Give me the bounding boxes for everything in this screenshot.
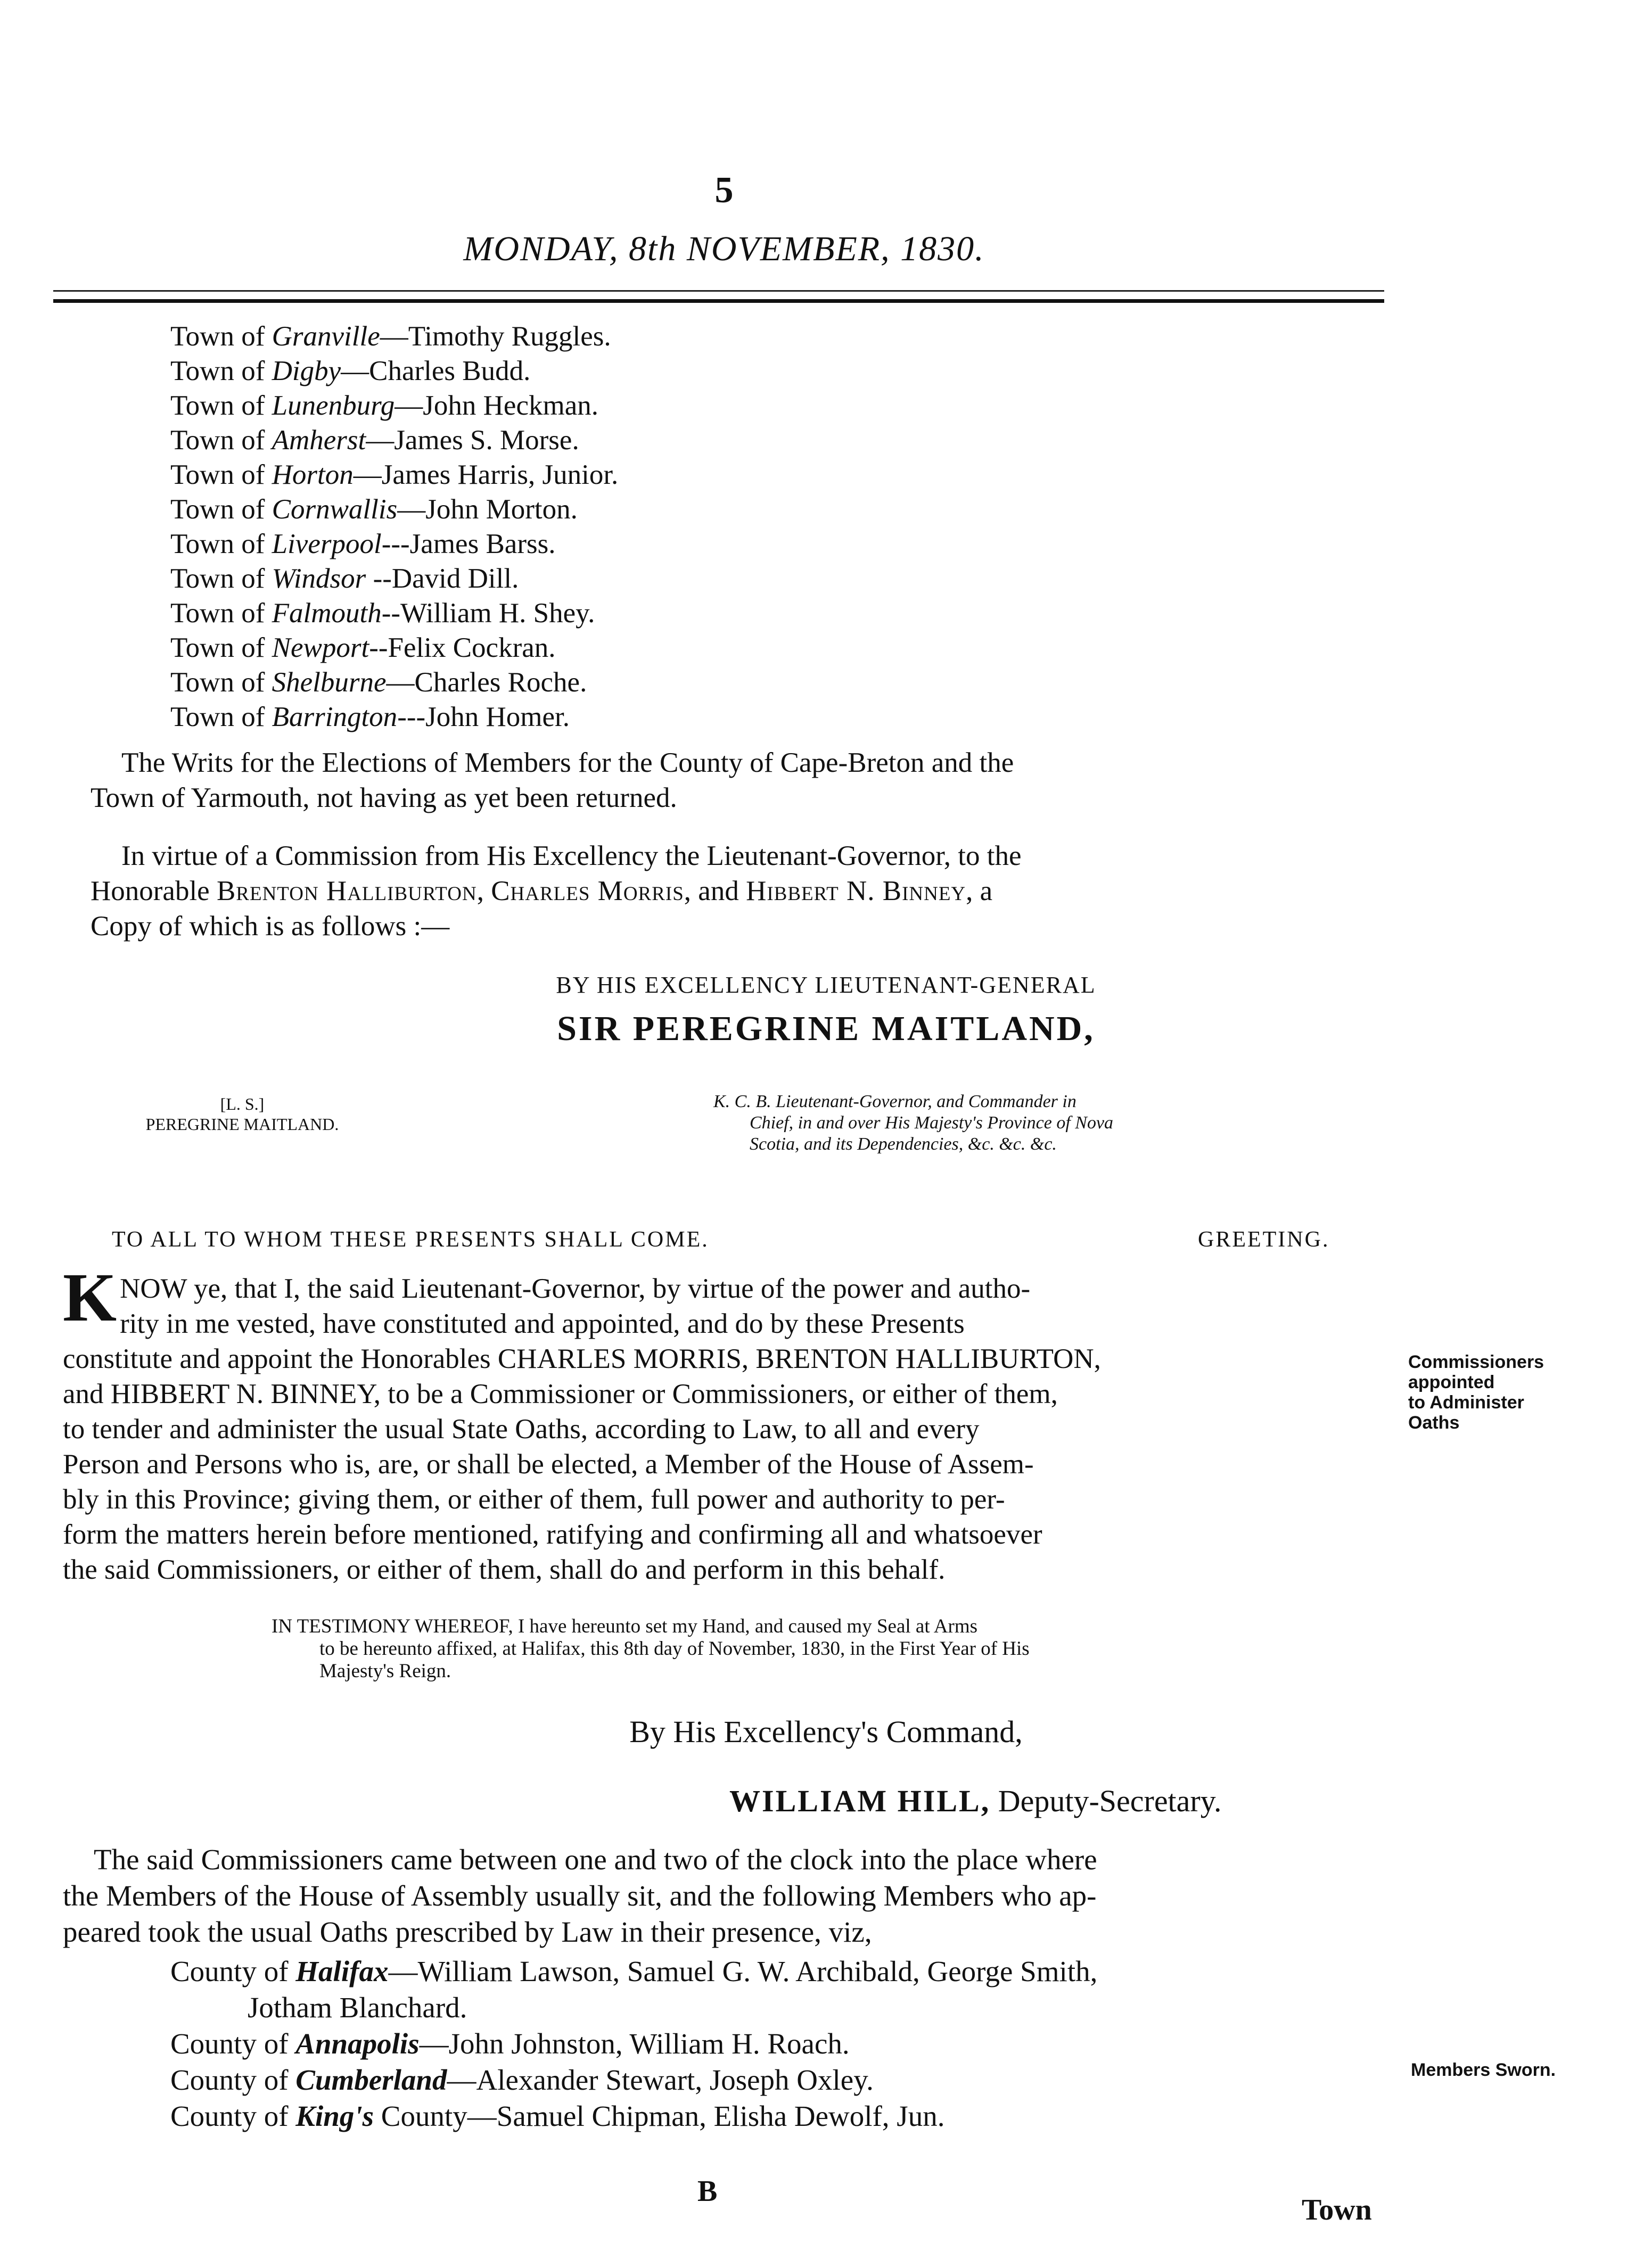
town-row	[170, 389, 618, 423]
testimony-line-1: IN TESTIMONY WHEREOF, I have hereunto set my Hand, and caused my Seal at Arms	[272, 1615, 978, 1637]
town-prefix: Town of	[170, 702, 272, 732]
town-member: Charles Roche.	[414, 667, 587, 698]
town-sep: —	[353, 459, 382, 490]
sworn-paragraph	[63, 1842, 1394, 1950]
county-members: Jotham Blanchard.	[248, 1991, 467, 2024]
testimony-block	[272, 1615, 1416, 1683]
town-row	[170, 665, 618, 700]
know-line-2: rity in me vested, have constituted and appointed, and do by these Presents	[120, 1308, 965, 1339]
seal-ls: [L. S.]	[220, 1094, 265, 1114]
town-name: Cornwallis	[272, 494, 398, 525]
governor-titles	[713, 1091, 1395, 1155]
town-name: Amherst	[272, 425, 366, 456]
know-line-1: NOW ye, that I, the said Lieutenant-Governor, by virtue of the power and autho-	[120, 1273, 1031, 1304]
county-prefix: County of	[170, 2064, 296, 2096]
town-row	[170, 354, 618, 389]
signatory-name: WILLIAM HILL,	[729, 1784, 991, 1818]
commission-paragraph	[91, 838, 1411, 944]
town-member: John Homer.	[425, 702, 570, 732]
county-row	[170, 2098, 1097, 2134]
town-members-list	[170, 319, 618, 735]
line-end: , a	[966, 876, 993, 906]
town-member: John Morton.	[425, 494, 578, 525]
to-all-heading: TO ALL TO WHOM THESE PRESENTS SHALL COME.	[112, 1227, 709, 1252]
know-line-9: the said Commissioners, or either of them, shall do and perform in this behalf.	[63, 1554, 946, 1585]
greeting: GREETING.	[1198, 1227, 1330, 1252]
town-name: Windsor	[272, 563, 366, 594]
sworn-line-3: peared took the usual Oaths prescribed by Law in their presence, viz,	[63, 1916, 872, 1948]
town-prefix: Town of	[170, 425, 272, 456]
county-name: Annapolis	[295, 2027, 420, 2060]
town-member: Felix Cockran.	[388, 632, 556, 663]
town-name: Falmouth	[272, 598, 382, 629]
town-row	[170, 423, 618, 458]
and-sep: , and	[684, 876, 746, 906]
county-sep: County—	[374, 2100, 497, 2132]
county-row	[170, 2062, 1097, 2098]
county-name: King's	[295, 2100, 374, 2132]
county-row	[170, 1953, 1097, 1990]
comma-sep: ,	[476, 876, 491, 906]
titles-line-2: Chief, in and over His Majesty's Province of Nova	[750, 1113, 1114, 1133]
name-morris: Charles Morris	[491, 876, 684, 906]
town-name: Lunenburg	[272, 390, 395, 421]
county-prefix: County of	[170, 2100, 296, 2132]
town-row	[170, 700, 618, 735]
town-prefix: Town of	[170, 390, 272, 421]
name-binney: Hibbert N. Binney	[746, 876, 966, 906]
testimony-line-3: Majesty's Reign.	[319, 1660, 451, 1682]
town-member: William H. Shey.	[400, 598, 595, 629]
town-prefix: Town of	[170, 356, 272, 386]
header-rule	[53, 290, 1384, 303]
town-prefix: Town of	[170, 667, 272, 698]
town-sep: ---	[397, 702, 426, 732]
town-prefix: Town of	[170, 321, 272, 352]
town-member: John Heckman.	[423, 390, 598, 421]
by-his-excellency: BY HIS EXCELLENCY LIEUTENANT-GENERAL	[556, 972, 1096, 998]
seal-signature: PEREGRINE MAITLAND.	[145, 1115, 339, 1134]
town-row	[170, 562, 618, 596]
town-prefix: Town of	[170, 459, 272, 490]
town-name: Horton	[272, 459, 354, 490]
county-members: Alexander Stewart, Joseph Oxley.	[476, 2064, 874, 2096]
county-row	[170, 1990, 1097, 2026]
name-halliburton: Brenton Halliburton	[216, 876, 477, 906]
writs-line-1: The Writs for the Elections of Members for the County of Cape-Breton and the	[121, 747, 1014, 778]
know-ye-paragraph	[63, 1259, 1394, 1587]
signatory-title: Deputy-Secretary.	[990, 1784, 1222, 1818]
know-line-3: constitute and appoint the Honorables CHARLES MORRIS, BRENTON HALLIBURTON,	[63, 1343, 1101, 1374]
know-line-5: to tender and administer the usual State Oaths, according to Law, to all and every	[63, 1414, 980, 1445]
testimony-line-2: to be hereunto affixed, at Halifax, this 8th day of November, 1830, in the First Year of His	[319, 1638, 1030, 1660]
seal-block	[130, 1094, 354, 1134]
town-row	[170, 458, 618, 492]
county-prefix: County of	[170, 2027, 296, 2060]
town-member: David Dill.	[391, 563, 519, 594]
county-sep: —	[447, 2064, 476, 2096]
county-members: William Lawson, Samuel G. W. Archibald, George Smith,	[417, 1955, 1098, 1987]
page-number: 5	[714, 170, 734, 211]
town-member: James Harris, Junior.	[381, 459, 619, 490]
catchword: Town	[1302, 2193, 1372, 2226]
town-row	[170, 492, 618, 527]
town-sep: —	[341, 356, 369, 386]
signature-line	[729, 1783, 1221, 1819]
know-line-7: bly in this Province; giving them, or either of them, full power and authority to per-	[63, 1484, 1005, 1515]
know-line-8: form the matters herein before mentioned, ratifying and confirming all and whatsoever	[63, 1519, 1042, 1550]
margin-note-line-3: to Administer	[1408, 1392, 1524, 1413]
margin-note-line-2: appointed	[1408, 1372, 1495, 1392]
signature-mark: B	[697, 2175, 718, 2208]
town-sep: —	[386, 667, 415, 698]
command-line: By His Excellency's Command,	[629, 1714, 1023, 1749]
titles-line-3: Scotia, and its Dependencies, &c. &c. &c.	[750, 1134, 1057, 1154]
drop-cap: K	[63, 1259, 117, 1336]
titles-line-1: K. C. B. Lieutenant-Governor, and Commander in	[713, 1092, 1076, 1111]
town-sep: --	[381, 598, 401, 629]
town-prefix: Town of	[170, 598, 272, 629]
town-prefix: Town of	[170, 563, 272, 594]
town-prefix: Town of	[170, 529, 272, 559]
county-name: Cumberland	[295, 2064, 447, 2096]
town-row	[170, 527, 618, 562]
county-members: John Johnston, William H. Roach.	[448, 2027, 850, 2060]
town-name: Digby	[272, 356, 341, 386]
margin-note-commissioners	[1408, 1352, 1544, 1433]
town-sep: --	[369, 632, 388, 663]
writs-line-2: Town of Yarmouth, not having as yet been returned.	[91, 782, 677, 813]
town-sep: —	[366, 425, 394, 456]
town-sep: --	[366, 563, 392, 594]
writs-paragraph	[91, 745, 1411, 815]
town-prefix: Town of	[170, 632, 272, 663]
sworn-line-1: The said Commissioners came between one and two of the clock into the place where	[94, 1843, 1097, 1876]
commission-line-3: Copy of which is as follows :—	[91, 911, 450, 942]
town-member: James S. Morse.	[394, 425, 579, 456]
town-member: Timothy Ruggles.	[408, 321, 611, 352]
town-row	[170, 319, 618, 354]
know-line-6: Person and Persons who is, are, or shall be elected, a Member of the House of Assem-	[63, 1449, 1034, 1480]
governor-name: SIR PEREGRINE MAITLAND,	[557, 1009, 1095, 1048]
commission-honorable: Honorable	[91, 876, 217, 906]
margin-note-members-sworn: Members Sworn.	[1411, 2060, 1556, 2080]
county-sep: —	[388, 1955, 418, 1987]
commission-line-1: In virtue of a Commission from His Excellency the Lieutenant-Governor, to the	[121, 840, 1022, 871]
commission-line-2	[91, 873, 1411, 909]
town-sep: —	[397, 494, 426, 525]
county-row	[170, 2026, 1097, 2062]
margin-note-line-1: Commissioners	[1408, 1352, 1544, 1372]
county-sep: —	[419, 2027, 449, 2060]
county-prefix: County of	[170, 1955, 296, 1987]
town-sep: —	[380, 321, 408, 352]
town-name: Liverpool	[272, 529, 382, 559]
town-name: Barrington	[272, 702, 398, 732]
town-row	[170, 631, 618, 665]
town-member: Charles Budd.	[369, 356, 531, 386]
town-prefix: Town of	[170, 494, 272, 525]
town-row	[170, 596, 618, 631]
county-members: Samuel Chipman, Elisha Dewolf, Jun.	[496, 2100, 945, 2132]
sworn-line-2: the Members of the House of Assembly usually sit, and the following Members who ap-	[63, 1879, 1097, 1912]
county-name: Halifax	[295, 1955, 389, 1987]
date-heading: MONDAY, 8th NOVEMBER, 1830.	[463, 229, 985, 268]
town-sep: ---	[381, 529, 410, 559]
town-sep: —	[394, 390, 423, 421]
town-name: Shelburne	[272, 667, 387, 698]
town-name: Newport	[272, 632, 369, 663]
town-name: Granville	[272, 321, 380, 352]
town-member: James Barss.	[409, 529, 556, 559]
know-line-4: and HIBBERT N. BINNEY, to be a Commissioner or Commissioners, or either of them,	[63, 1379, 1058, 1409]
margin-note-line-4: Oaths	[1408, 1413, 1460, 1433]
county-members-list	[170, 1953, 1097, 2134]
